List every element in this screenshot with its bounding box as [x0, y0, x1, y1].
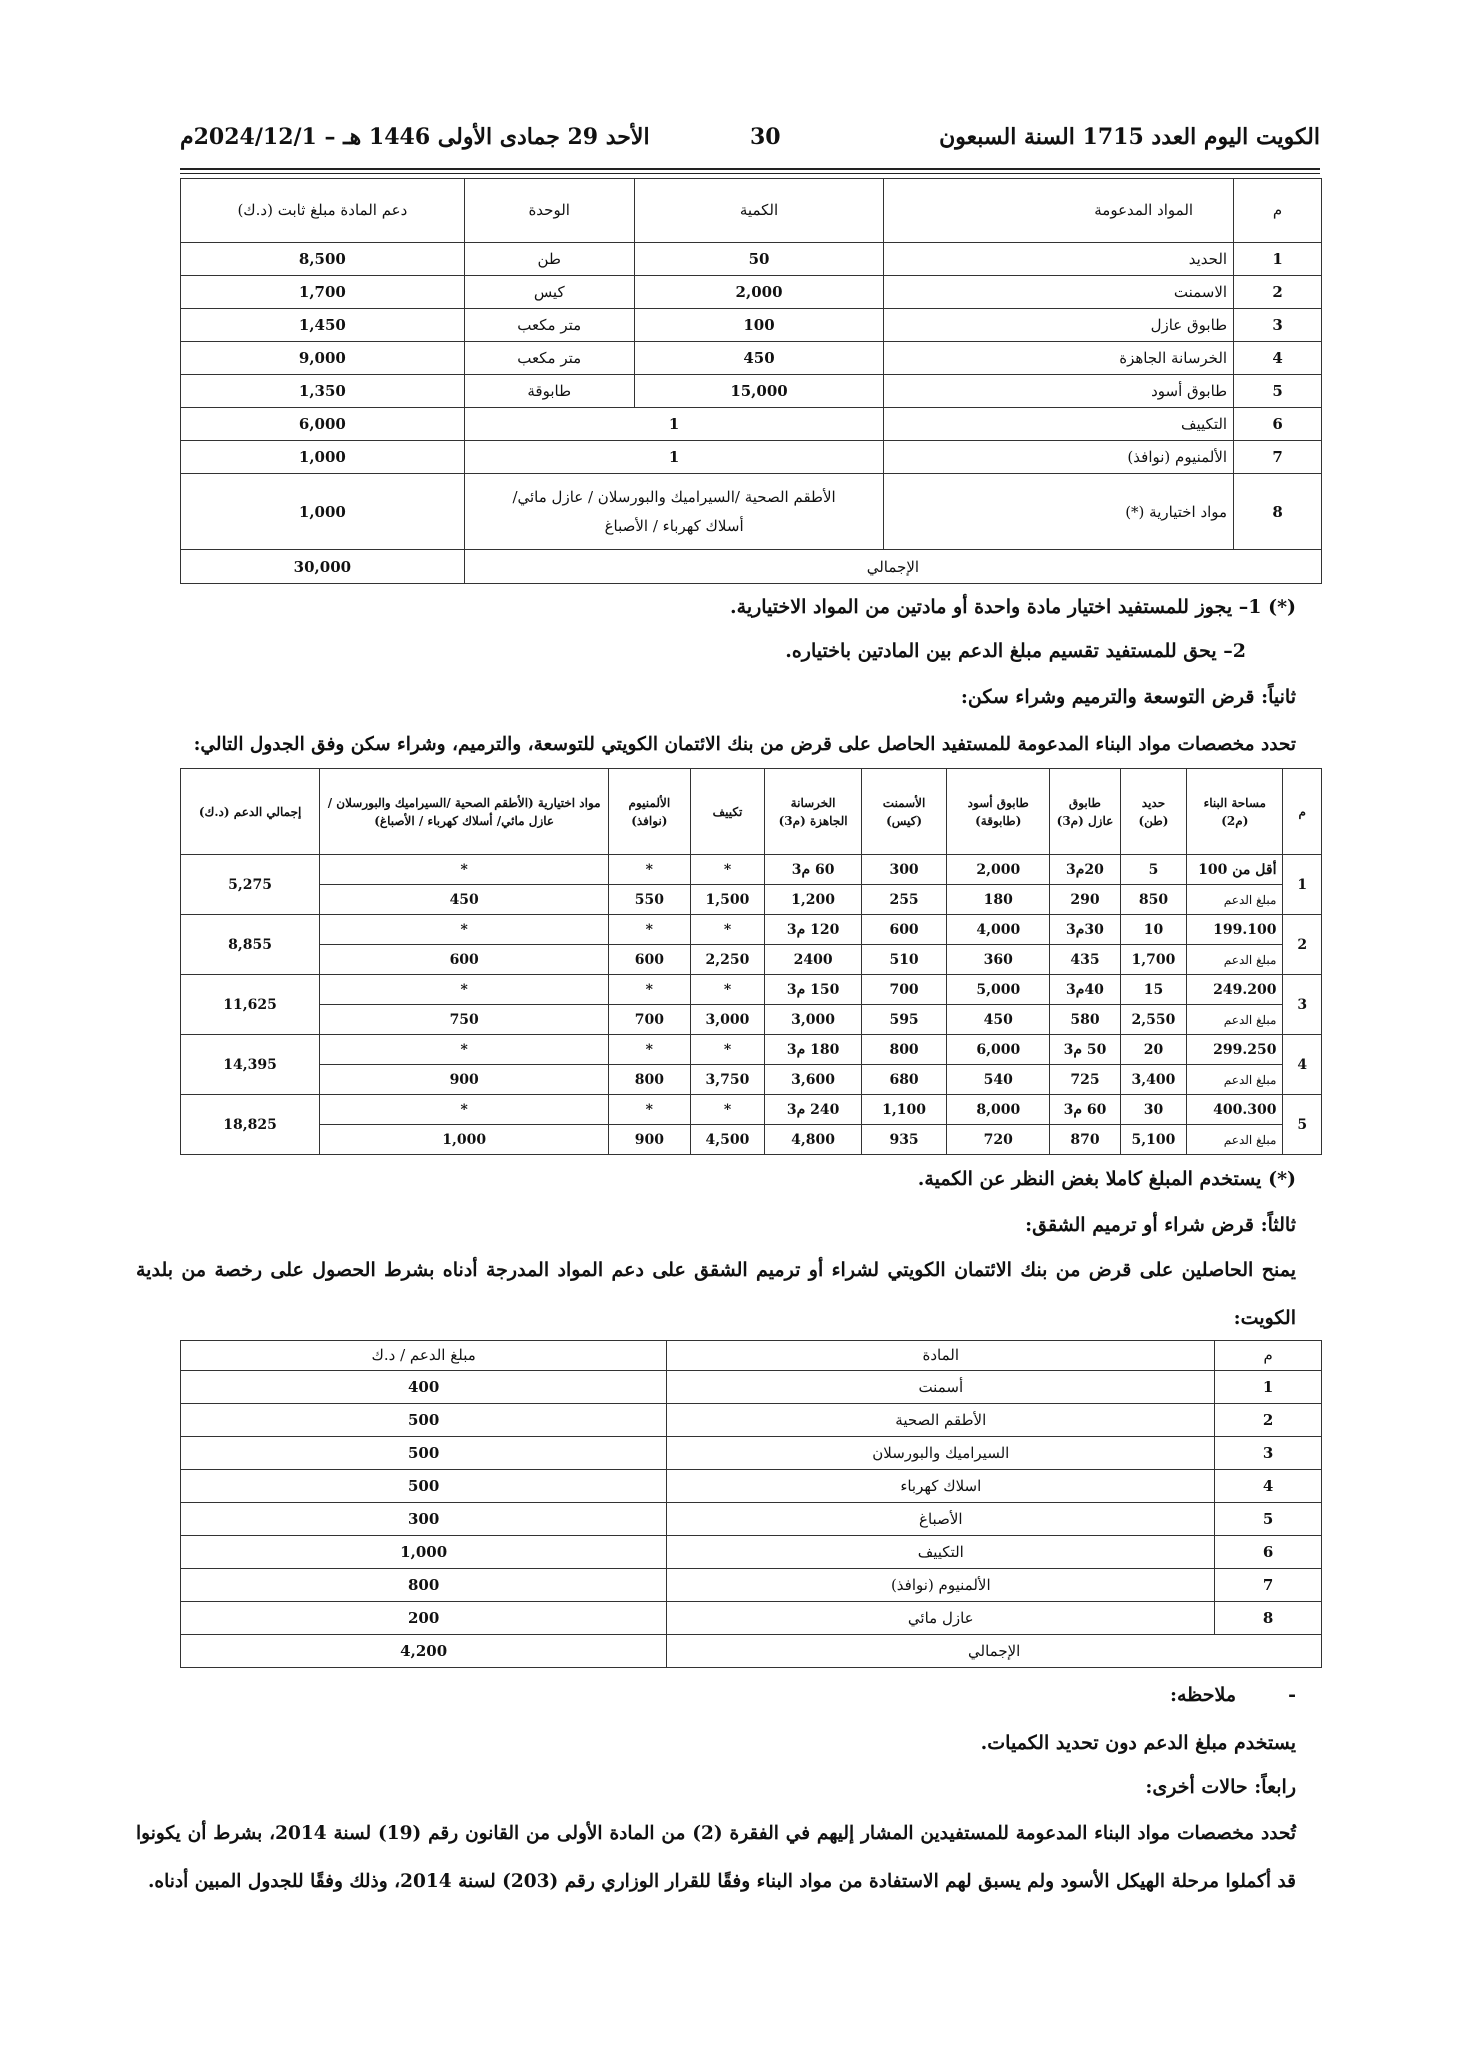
table-row-support: [181, 885, 1322, 915]
row-quantity-cell: *: [690, 1035, 765, 1065]
header-rule: [180, 168, 1320, 170]
row-support-cell: 870: [1050, 1125, 1121, 1155]
col-header-qty: الكمية: [634, 179, 884, 243]
row-index: 2: [1234, 276, 1322, 309]
row-quantity-cell: *: [320, 1095, 609, 1125]
row-support-cell: 580: [1050, 1005, 1121, 1035]
row-support-cell: 900: [320, 1065, 609, 1095]
row-index: 5: [1234, 375, 1322, 408]
row-quantity-cell: 20: [1120, 1035, 1186, 1065]
table-row-support: [181, 1065, 1322, 1095]
row-area: 400.300: [1187, 1095, 1283, 1125]
table-row: [181, 474, 1322, 550]
row-quantity-cell: *: [320, 975, 609, 1005]
row-index: 7: [1234, 441, 1322, 474]
row-support-cell: 3,000: [765, 1005, 861, 1035]
table-header-row: [181, 1341, 1322, 1371]
row-quantity-cell: *: [320, 855, 609, 885]
row-amount: 200: [181, 1602, 667, 1635]
col-header: المادة: [667, 1341, 1215, 1371]
row-support-cell: 3,750: [690, 1065, 765, 1095]
row-support-cell: 1,200: [765, 885, 861, 915]
row-quantity-cell: 30: [1120, 1095, 1186, 1125]
apartments-table: [180, 1340, 1322, 1668]
row-support-cell: 850: [1120, 885, 1186, 915]
row-amount: 1,000: [181, 474, 465, 550]
row-support-cell: 2,550: [1120, 1005, 1186, 1035]
col-header: مساحة البناء (م2): [1187, 769, 1283, 855]
row-area: أقل من 100: [1187, 855, 1283, 885]
row-item: الأطقم الصحية: [667, 1404, 1215, 1437]
row-item: طابوق عازل: [884, 309, 1234, 342]
row-support-cell: 1,700: [1120, 945, 1186, 975]
row-quantity-cell: 700: [861, 975, 947, 1005]
row-item: اسلاك كهرباء: [667, 1470, 1215, 1503]
row-amount: 6,000: [181, 408, 465, 441]
row-area: 299.250: [1187, 1035, 1283, 1065]
row-quantity-cell: 1,100: [861, 1095, 947, 1125]
row-item: السيراميك والبورسلان: [667, 1437, 1215, 1470]
row-total: 11,625: [181, 975, 320, 1035]
row-total: 8,855: [181, 915, 320, 975]
row-unit: طابوقة: [464, 375, 634, 408]
row-support-cell: 450: [320, 885, 609, 915]
row-quantity-cell: *: [609, 975, 690, 1005]
row-quantity-cell: 20م3: [1050, 855, 1121, 885]
row-quantity-cell: 6,000: [947, 1035, 1050, 1065]
table-row: [181, 342, 1322, 375]
row-amount: 1,450: [181, 309, 465, 342]
row-support-cell: 3,400: [1120, 1065, 1186, 1095]
section-3-title: ثالثاً: قرض شراء أو ترميم الشقق:: [1025, 1214, 1296, 1236]
row-amount: 1,000: [181, 1536, 667, 1569]
row-quantity-cell: 150 م3: [765, 975, 861, 1005]
total-label: الإجمالي: [667, 1635, 1322, 1668]
row-support-cell: 595: [861, 1005, 947, 1035]
table-row: [181, 1404, 1322, 1437]
row-quantity-cell: 600: [861, 915, 947, 945]
row-support-cell: 4,500: [690, 1125, 765, 1155]
row-total: 18,825: [181, 1095, 320, 1155]
row-index: 3: [1283, 975, 1322, 1035]
row-quantity-cell: *: [320, 915, 609, 945]
row-amount: 9,000: [181, 342, 465, 375]
row-index: 2: [1215, 1404, 1322, 1437]
row-support-cell: 750: [320, 1005, 609, 1035]
row-item: الخرسانة الجاهزة: [884, 342, 1234, 375]
section-3-intro: يمنح الحاصلين على قرض من بنك الائتمان الكويتي لشراء أو ترميم الشقق على دعم المواد المدرجة أدناه بشرط الحصول على رخصة من بلدية الكويت:: [136, 1259, 1296, 1329]
row-quantity-cell: 2,000: [947, 855, 1050, 885]
row-item: الحديد: [884, 243, 1234, 276]
col-header-index: م: [1234, 179, 1322, 243]
row-support-cell: 600: [609, 945, 690, 975]
table-row-quantity: [181, 1035, 1322, 1065]
section-2-intro: تحدد مخصصات مواد البناء المدعومة للمستفيد الحاصل على قرض من بنك الائتمان الكويتي للتوسعة، والترميم، وشراء سكن وفق الجدول التالي:: [193, 734, 1296, 755]
row-quantity-cell: 800: [861, 1035, 947, 1065]
row-index: 4: [1234, 342, 1322, 375]
table-row: [181, 408, 1322, 441]
row-index: 1: [1215, 1371, 1322, 1404]
row-quantity-cell: 50 م3: [1050, 1035, 1121, 1065]
note-text: يستخدم مبلغ الدعم دون تحديد الكميات.: [980, 1732, 1296, 1754]
row-quantity-cell: 30م3: [1050, 915, 1121, 945]
row-optional-materials: الأطقم الصحية /السيراميك والبورسلان / عازل مائي/ أسلاك كهرباء / الأصباغ: [464, 474, 884, 550]
table-row: [181, 441, 1322, 474]
row-amount: 500: [181, 1404, 667, 1437]
row-index: 1: [1283, 855, 1322, 915]
row-unit: كيس: [464, 276, 634, 309]
col-header: طابوق أسود (طابوقة): [947, 769, 1050, 855]
section-4-title: رابعاً: حالات أخرى:: [1145, 1776, 1296, 1798]
row-index: 8: [1215, 1602, 1322, 1635]
header-rule-thin: [180, 173, 1320, 174]
table-row: [181, 1503, 1322, 1536]
row-amount: 8,500: [181, 243, 465, 276]
row-support-cell: 3,000: [690, 1005, 765, 1035]
row-item: طابوق أسود: [884, 375, 1234, 408]
row-quantity-cell: 120 م3: [765, 915, 861, 945]
row-support-cell: 360: [947, 945, 1050, 975]
row-support-cell: 680: [861, 1065, 947, 1095]
row-index: 5: [1215, 1503, 1322, 1536]
row-qty: 50: [634, 243, 884, 276]
page-header: [180, 118, 1320, 164]
row-item: التكييف: [667, 1536, 1215, 1569]
row-item: الألمنيوم (نوافذ): [667, 1569, 1215, 1602]
col-header: مبلغ الدعم / د.ك: [181, 1341, 667, 1371]
row-index: 5: [1283, 1095, 1322, 1155]
row-quantity-cell: 4,000: [947, 915, 1050, 945]
row-amount: 300: [181, 1503, 667, 1536]
row-quantity-cell: *: [609, 855, 690, 885]
row-item: الألمنيوم (نوافذ): [884, 441, 1234, 474]
row-quantity-cell: *: [690, 1095, 765, 1125]
row-support-cell: 255: [861, 885, 947, 915]
row-support-label: مبلغ الدعم: [1187, 885, 1283, 915]
row-quantity-cell: *: [690, 975, 765, 1005]
table-total-row: [181, 550, 1322, 584]
table-row: [181, 1371, 1322, 1404]
row-qty: 450: [634, 342, 884, 375]
table-row: [181, 276, 1322, 309]
row-total: 5,275: [181, 855, 320, 915]
row-item: التكييف: [884, 408, 1234, 441]
note-full-amount: (*) يستخدم المبلغ كاملا بغض النظر عن الكمية.: [917, 1168, 1296, 1190]
row-support-cell: 900: [609, 1125, 690, 1155]
row-support-cell: 450: [947, 1005, 1050, 1035]
row-support-cell: 1,500: [690, 885, 765, 915]
row-area: 249.200: [1187, 975, 1283, 1005]
row-qty: 1: [464, 441, 884, 474]
row-index: 3: [1215, 1437, 1322, 1470]
row-index: 4: [1215, 1470, 1322, 1503]
row-amount: 1,700: [181, 276, 465, 309]
table-row: [181, 375, 1322, 408]
expansion-table: [180, 768, 1322, 1155]
row-support-cell: 3,600: [765, 1065, 861, 1095]
row-support-cell: 5,100: [1120, 1125, 1186, 1155]
col-header: إجمالي الدعم (د.ك): [181, 769, 320, 855]
row-support-cell: 700: [609, 1005, 690, 1035]
row-quantity-cell: 300: [861, 855, 947, 885]
row-quantity-cell: 5: [1120, 855, 1186, 885]
row-support-cell: 1,000: [320, 1125, 609, 1155]
row-qty: 2,000: [634, 276, 884, 309]
row-support-cell: 540: [947, 1065, 1050, 1095]
row-quantity-cell: 15: [1120, 975, 1186, 1005]
col-header-amount: دعم المادة مبلغ ثابت (د.ك): [181, 179, 465, 243]
row-total: 14,395: [181, 1035, 320, 1095]
header-publication: الكويت اليوم العدد 1715 السنة السبعون: [939, 124, 1320, 150]
col-header: م: [1215, 1341, 1322, 1371]
table-row-quantity: [181, 855, 1322, 885]
row-index: 1: [1234, 243, 1322, 276]
col-header: الأسمنت (كيس): [861, 769, 947, 855]
row-amount: 500: [181, 1437, 667, 1470]
row-support-cell: 290: [1050, 885, 1121, 915]
row-support-cell: 725: [1050, 1065, 1121, 1095]
table-row: [181, 1569, 1322, 1602]
row-quantity-cell: *: [609, 915, 690, 945]
row-quantity-cell: *: [690, 855, 765, 885]
row-support-cell: 600: [320, 945, 609, 975]
row-quantity-cell: 10: [1120, 915, 1186, 945]
row-index: 4: [1283, 1035, 1322, 1095]
note-label: ملاحظه:: [1169, 1684, 1236, 1706]
table-header-row: [181, 769, 1322, 855]
row-index: 3: [1234, 309, 1322, 342]
row-item: مواد اختيارية (*): [884, 474, 1234, 550]
row-support-cell: 2400: [765, 945, 861, 975]
row-quantity-cell: *: [609, 1095, 690, 1125]
table-row-support: [181, 1125, 1322, 1155]
row-support-cell: 4,800: [765, 1125, 861, 1155]
row-amount: 1,000: [181, 441, 465, 474]
row-quantity-cell: 60 م3: [765, 855, 861, 885]
table-row-support: [181, 1005, 1322, 1035]
row-quantity-cell: *: [320, 1035, 609, 1065]
table-row: [181, 1536, 1322, 1569]
note-optional-2: 2– يحق للمستفيد تقسيم مبلغ الدعم بين المادتين باختياره.: [785, 640, 1246, 662]
row-index: 2: [1283, 915, 1322, 975]
col-header-unit: الوحدة: [464, 179, 634, 243]
row-item: عازل مائي: [667, 1602, 1215, 1635]
table-row-quantity: [181, 1095, 1322, 1125]
row-item: الاسمنت: [884, 276, 1234, 309]
row-support-cell: 180: [947, 885, 1050, 915]
note-optional-1: (*) 1– يجوز للمستفيد اختيار مادة واحدة أو مادتين من المواد الاختيارية.: [730, 596, 1296, 618]
row-unit: متر مكعب: [464, 309, 634, 342]
row-quantity-cell: 40م3: [1050, 975, 1121, 1005]
row-amount: 500: [181, 1470, 667, 1503]
row-quantity-cell: 5,000: [947, 975, 1050, 1005]
row-qty: 100: [634, 309, 884, 342]
note-dash: -: [1288, 1684, 1296, 1706]
header-date: الأحد 29 جمادى الأولى 1446 هـ – 2024/12/1م: [180, 124, 650, 150]
section-2-title: ثانياً: قرض التوسعة والترميم وشراء سكن:: [960, 686, 1296, 708]
table-row: [181, 1437, 1322, 1470]
row-quantity-cell: 60 م3: [1050, 1095, 1121, 1125]
row-support-label: مبلغ الدعم: [1187, 1065, 1283, 1095]
row-support-label: مبلغ الدعم: [1187, 1125, 1283, 1155]
row-qty: 1: [464, 408, 884, 441]
row-support-cell: 720: [947, 1125, 1050, 1155]
row-item: الأصباغ: [667, 1503, 1215, 1536]
total-amount: 30,000: [181, 550, 465, 584]
col-header: م: [1283, 769, 1322, 855]
total-label: الإجمالي: [464, 550, 1321, 584]
row-quantity-cell: 240 م3: [765, 1095, 861, 1125]
row-support-label: مبلغ الدعم: [1187, 1005, 1283, 1035]
table-total-row: [181, 1635, 1322, 1668]
total-amount: 4,200: [181, 1635, 667, 1668]
col-header: مواد اختيارية (الأطقم الصحية /السيراميك والبورسلان / عازل مائي/ أسلاك كهرباء / الأصباغ): [320, 769, 609, 855]
row-amount: 1,350: [181, 375, 465, 408]
table-row: [181, 1602, 1322, 1635]
row-index: 6: [1234, 408, 1322, 441]
row-support-cell: 550: [609, 885, 690, 915]
table-row-quantity: [181, 915, 1322, 945]
col-header: تكييف: [690, 769, 765, 855]
table-row: [181, 1470, 1322, 1503]
row-support-cell: 510: [861, 945, 947, 975]
row-quantity-cell: 180 م3: [765, 1035, 861, 1065]
table-row: [181, 309, 1322, 342]
col-header: الخرسانة الجاهزة (م3): [765, 769, 861, 855]
col-header-item: المواد المدعومة: [884, 179, 1234, 243]
row-quantity-cell: *: [609, 1035, 690, 1065]
col-header: طابوق عازل (م3): [1050, 769, 1121, 855]
table-row-quantity: [181, 975, 1322, 1005]
row-index: 8: [1234, 474, 1322, 550]
row-support-cell: 935: [861, 1125, 947, 1155]
row-support-cell: 2,250: [690, 945, 765, 975]
table-header-row: [181, 179, 1322, 243]
materials-table: [180, 178, 1322, 584]
col-header: الألمنيوم (نوافذ): [609, 769, 690, 855]
row-support-cell: 800: [609, 1065, 690, 1095]
row-quantity-cell: 8,000: [947, 1095, 1050, 1125]
row-item: أسمنت: [667, 1371, 1215, 1404]
page-number: 30: [750, 124, 781, 150]
row-unit: طن: [464, 243, 634, 276]
row-support-cell: 435: [1050, 945, 1121, 975]
row-unit: متر مكعب: [464, 342, 634, 375]
section-4-paragraph: تُحدد مخصصات مواد البناء المدعومة للمستفيدين المشار إليهم في الفقرة (2) من المادة الأولى من القانون رقم (19) لسنة 2014، بشرط أن يكونوا قد أكملوا مرحلة الهيكل الأسود ولم يسبق لهم الاستفادة من مواد البناء وفقًا للقرار الوزاري رقم (203) لسنة 2014، وذلك وفقًا للجدول المبين أدناه.: [136, 1823, 1296, 1892]
row-support-label: مبلغ الدعم: [1187, 945, 1283, 975]
col-header: حديد (طن): [1120, 769, 1186, 855]
row-qty: 15,000: [634, 375, 884, 408]
row-area: 199.100: [1187, 915, 1283, 945]
row-amount: 800: [181, 1569, 667, 1602]
table-row: [181, 243, 1322, 276]
row-amount: 400: [181, 1371, 667, 1404]
table-row-support: [181, 945, 1322, 975]
row-index: 7: [1215, 1569, 1322, 1602]
row-index: 6: [1215, 1536, 1322, 1569]
row-quantity-cell: *: [690, 915, 765, 945]
